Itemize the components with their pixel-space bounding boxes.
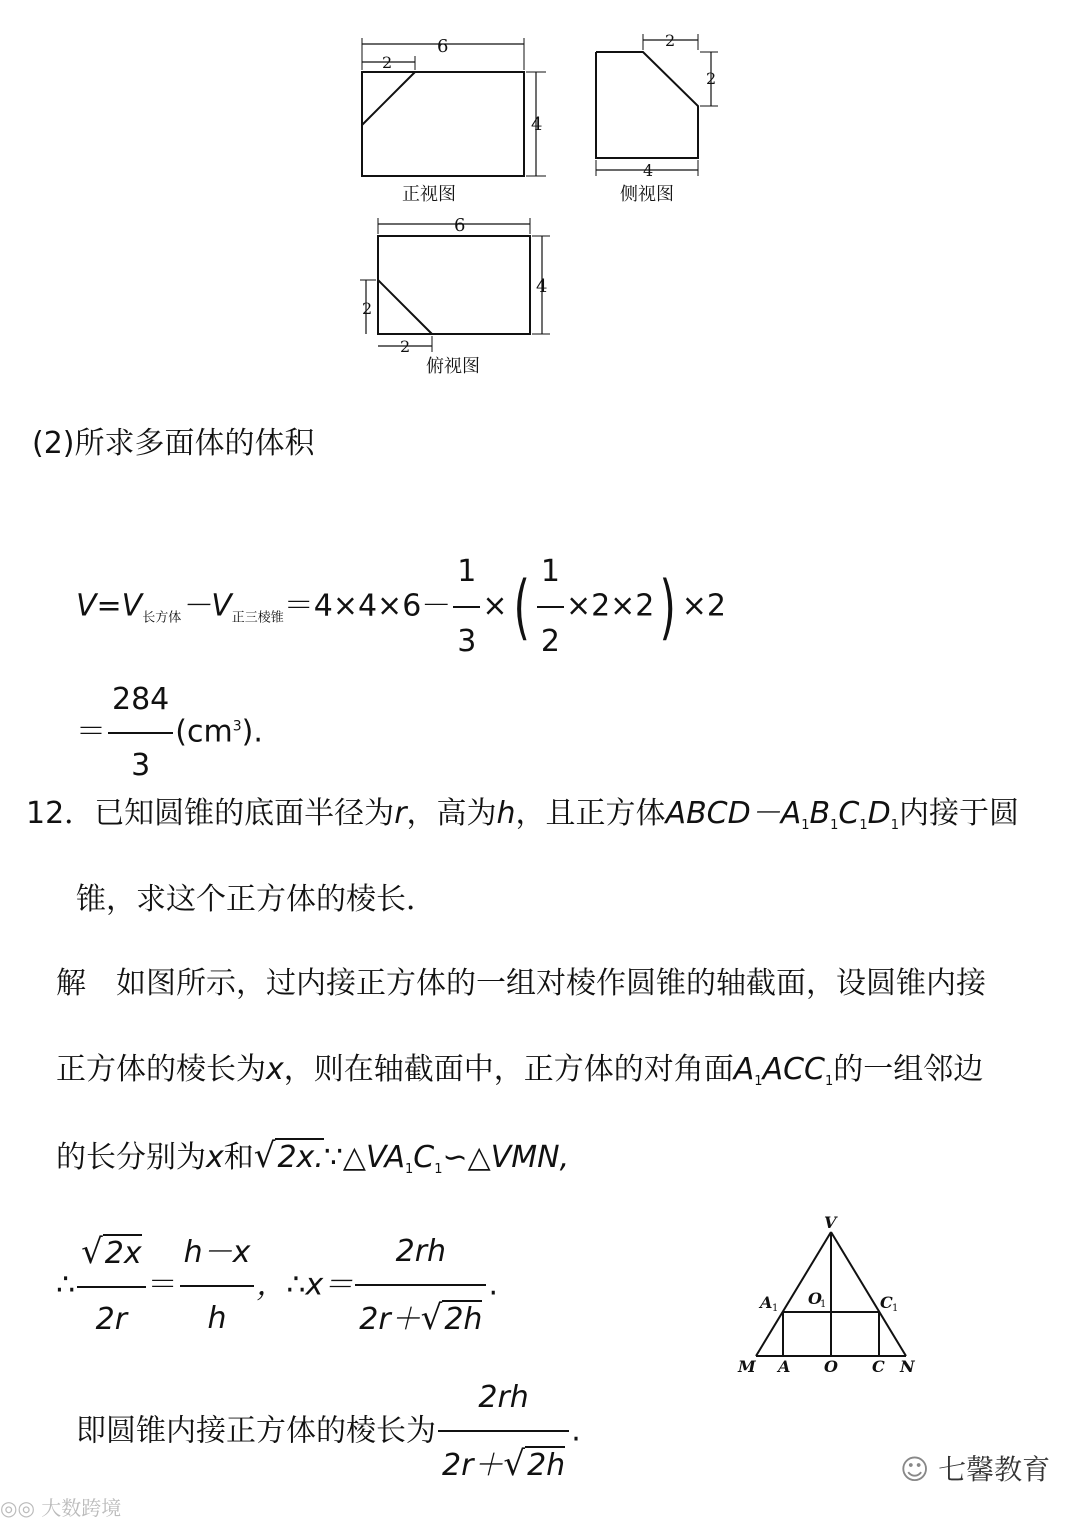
fraction-one-half: $\frac{1}{2}$ bbox=[537, 540, 564, 674]
top-dim-bottom: 2 bbox=[400, 337, 411, 356]
eq-times: × bbox=[482, 588, 508, 624]
label-C1: C bbox=[880, 1293, 893, 1312]
label-A1-sub: 1 bbox=[772, 1303, 779, 1314]
part2-heading: (2)所求多面体的体积 bbox=[32, 426, 315, 461]
fraction-edge-length: $\frac{2rh}{2r+√2h}$ bbox=[438, 1368, 569, 1496]
right-paren: ) bbox=[659, 566, 677, 648]
cone-section-diagram bbox=[736, 1210, 926, 1380]
top-dim-height: 4 bbox=[536, 276, 548, 297]
label-A: A bbox=[778, 1357, 791, 1376]
label-M: M bbox=[738, 1357, 756, 1376]
fraction-result: $\frac{284}{3}$ bbox=[108, 670, 173, 796]
front-dim-height: 4 bbox=[531, 114, 543, 135]
wechat-icon: ☺ bbox=[900, 1453, 939, 1486]
top-caption: 俯视图 bbox=[426, 356, 480, 377]
left-paren: ( bbox=[512, 566, 530, 648]
eq-inner: ×2×2 bbox=[565, 588, 655, 624]
solution-line1: 解 如图所示，过内接正方体的一组对棱作圆锥的轴截面，设圆锥内接 bbox=[56, 966, 986, 1001]
fraction-x-value: $\frac{2rh}{2r+√2h}$ bbox=[355, 1222, 486, 1350]
eq-sub2: 正三棱锥 bbox=[231, 610, 284, 626]
side-dim-top: 2 bbox=[665, 31, 676, 50]
solution-fractions: ∴ $\frac{√2x}{2r}$ ＝ $\frac{h-x}{h}$ ，∴x＝ $\frac{2rh}{2r+√2h}$ . bbox=[56, 1222, 498, 1350]
fraction-sqrt2x-2r: $\frac{√2x}{2r}$ bbox=[77, 1222, 146, 1350]
front-caption: 正视图 bbox=[402, 184, 456, 205]
eq-sub1: 长方体 bbox=[142, 610, 182, 626]
side-dim-right: 2 bbox=[706, 69, 717, 88]
volume-equation bbox=[76, 540, 726, 674]
fraction-h-minus-x: $\frac{h-x}{h}$ bbox=[180, 1223, 255, 1349]
side-dim-bottom: 4 bbox=[643, 161, 654, 180]
unit-open: (cm bbox=[175, 714, 233, 750]
label-C1-sub: 1 bbox=[892, 1303, 899, 1314]
solution-line2: 正方体的棱长为x，则在轴截面中，正方体的对角面$A_1ACC_1$的一组邻边 bbox=[56, 1052, 984, 1089]
unit-close: ). bbox=[241, 714, 263, 750]
label-C: C bbox=[872, 1357, 885, 1376]
problem12-line2: 锥，求这个正方体的棱长． bbox=[76, 882, 436, 917]
solution-line3: 的长分别为x和$√2x.\because\triangle VA_1C_1∽\triangle VMN$, bbox=[56, 1136, 570, 1177]
watermark: ◎◎ 大数跨境 bbox=[0, 1496, 122, 1520]
label-A1: A bbox=[760, 1293, 773, 1312]
top-dim-width: 6 bbox=[454, 215, 466, 236]
label-O: O bbox=[824, 1357, 838, 1376]
side-view bbox=[596, 34, 718, 176]
label-N: N bbox=[900, 1357, 915, 1376]
watermark-icon: ◎◎ bbox=[0, 1496, 42, 1520]
front-dim-width: 6 bbox=[437, 36, 449, 57]
side-caption: 侧视图 bbox=[620, 184, 674, 205]
front-dim-small: 2 bbox=[382, 53, 393, 72]
top-view bbox=[360, 218, 550, 352]
label-V: V bbox=[824, 1213, 837, 1232]
fraction-one-third: $\frac{1}{3}$ bbox=[453, 540, 480, 674]
eq-tail: ×2 bbox=[681, 588, 726, 624]
solution-conclusion: 即圆锥内接正方体的棱长为 $\frac{2rh}{2r+√2h}$ . bbox=[76, 1368, 581, 1496]
result-eq: ＝ bbox=[76, 714, 106, 750]
eq-minus: －V bbox=[181, 588, 232, 624]
unit-exp: 3 bbox=[232, 718, 242, 735]
volume-result bbox=[76, 670, 263, 796]
three-views-figure bbox=[340, 30, 740, 385]
label-O1: O bbox=[808, 1289, 822, 1308]
eq-lhs: V=V bbox=[76, 588, 143, 624]
top-dim-left: 2 bbox=[362, 299, 373, 318]
problem12-line1: 12．已知圆锥的底面半径为r，高为h，且正方体$ABCD-A_1B_1C_1D_1$内接于圆 bbox=[26, 796, 1020, 833]
brand-name: ☺ 七馨教育 bbox=[900, 1453, 1051, 1486]
label-O1-sub: 1 bbox=[820, 1299, 827, 1310]
eq-body: ＝4×4×6－ bbox=[283, 588, 452, 624]
